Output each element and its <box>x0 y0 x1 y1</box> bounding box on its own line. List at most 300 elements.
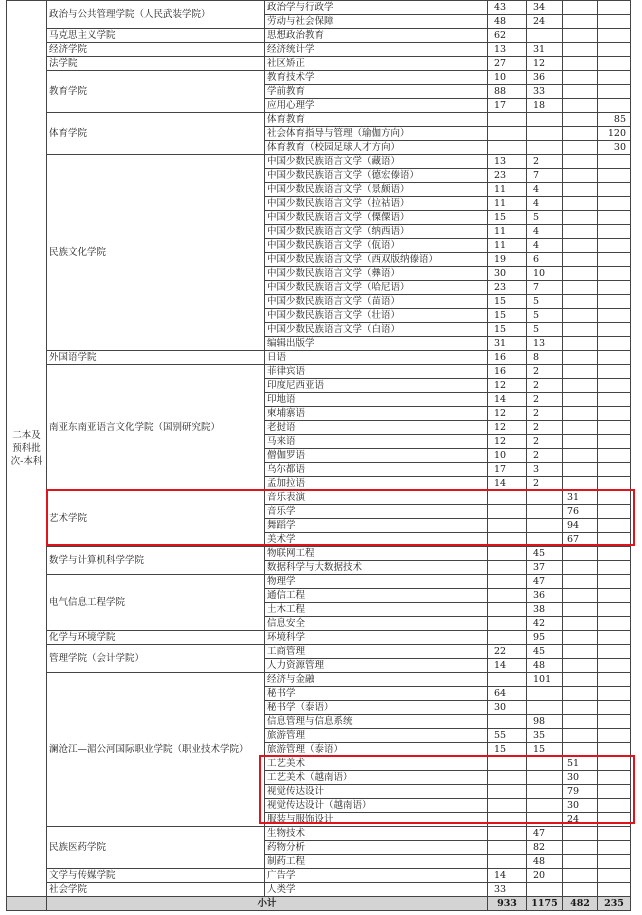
count-cell <box>598 813 631 827</box>
count-cell <box>598 239 631 253</box>
count-cell: 43 <box>488 1 527 15</box>
major-cell: 中国少数民族语言文学（景颇语） <box>265 183 488 197</box>
college-cell: 经济学院 <box>47 43 265 57</box>
count-cell <box>563 15 598 29</box>
table-row <box>7 547 631 561</box>
table-row <box>7 57 631 71</box>
count-cell: 45 <box>527 645 563 659</box>
major-cell: 菲律宾语 <box>265 365 488 379</box>
count-cell: 4 <box>527 183 563 197</box>
college-cell: 艺术学院 <box>47 491 265 547</box>
count-cell <box>598 785 631 799</box>
count-cell <box>488 505 527 519</box>
count-cell: 30 <box>488 267 527 281</box>
count-cell <box>598 575 631 589</box>
count-cell: 76 <box>563 505 598 519</box>
count-cell <box>488 603 527 617</box>
count-cell <box>563 687 598 701</box>
major-cell: 中国少数民族语言文学（西双版纳傣语） <box>265 253 488 267</box>
count-cell: 62 <box>488 29 527 43</box>
college-cell: 澜沧江—湄公河国际职业学院（职业技术学院） <box>47 673 265 827</box>
major-cell: 信息安全 <box>265 617 488 631</box>
major-cell: 经济统计学 <box>265 43 488 57</box>
count-cell: 15 <box>527 743 563 757</box>
count-cell <box>563 85 598 99</box>
count-cell <box>598 477 631 491</box>
count-cell <box>598 211 631 225</box>
total-cell: 235 <box>598 897 631 911</box>
count-cell <box>598 883 631 897</box>
major-cell: 学前教育 <box>265 85 488 99</box>
count-cell: 18 <box>527 99 563 113</box>
count-cell: 12 <box>527 57 563 71</box>
count-cell: 2 <box>527 155 563 169</box>
count-cell <box>598 323 631 337</box>
count-cell: 13 <box>527 337 563 351</box>
count-cell <box>563 281 598 295</box>
count-cell <box>488 491 527 505</box>
count-cell: 5 <box>527 295 563 309</box>
count-cell <box>563 449 598 463</box>
count-cell <box>598 771 631 785</box>
count-cell: 101 <box>527 673 563 687</box>
count-cell <box>598 365 631 379</box>
count-cell <box>598 253 631 267</box>
count-cell <box>598 29 631 43</box>
table-row <box>7 575 631 589</box>
major-cell: 制药工程 <box>265 855 488 869</box>
college-cell: 政治与公共管理学院（人民武装学院） <box>47 1 265 29</box>
total-cell: 482 <box>563 897 598 911</box>
count-cell <box>598 85 631 99</box>
count-cell <box>598 393 631 407</box>
count-cell: 13 <box>488 155 527 169</box>
count-cell <box>488 113 527 127</box>
count-cell <box>563 113 598 127</box>
count-cell: 27 <box>488 57 527 71</box>
count-cell <box>598 659 631 673</box>
table-row <box>7 71 631 85</box>
major-cell: 秘书学 <box>265 687 488 701</box>
count-cell: 47 <box>527 827 563 841</box>
count-cell <box>598 449 631 463</box>
count-cell <box>563 631 598 645</box>
count-cell: 24 <box>527 15 563 29</box>
major-cell: 孟加拉语 <box>265 477 488 491</box>
total-cell: 933 <box>488 897 527 911</box>
count-cell: 33 <box>527 85 563 99</box>
major-cell: 环境科学 <box>265 631 488 645</box>
count-cell <box>563 309 598 323</box>
count-cell <box>563 561 598 575</box>
major-cell: 中国少数民族语言文学（佤语） <box>265 239 488 253</box>
count-cell <box>563 883 598 897</box>
count-cell <box>598 715 631 729</box>
count-cell: 98 <box>527 715 563 729</box>
count-cell <box>527 813 563 827</box>
count-cell <box>598 505 631 519</box>
count-cell <box>598 1 631 15</box>
count-cell: 31 <box>563 491 598 505</box>
count-cell <box>488 617 527 631</box>
major-cell: 中国少数民族语言文学（傈僳语） <box>265 211 488 225</box>
count-cell <box>527 519 563 533</box>
table-row <box>7 29 631 43</box>
major-cell: 工艺美术（越南语） <box>265 771 488 785</box>
count-cell <box>598 281 631 295</box>
count-cell <box>563 379 598 393</box>
count-cell: 14 <box>488 393 527 407</box>
count-cell <box>598 827 631 841</box>
count-cell <box>488 589 527 603</box>
count-cell <box>563 659 598 673</box>
count-cell: 36 <box>527 589 563 603</box>
count-cell <box>598 561 631 575</box>
college-cell: 法学院 <box>47 57 265 71</box>
count-cell <box>488 127 527 141</box>
major-cell: 音乐学 <box>265 505 488 519</box>
count-cell <box>563 57 598 71</box>
count-cell <box>563 393 598 407</box>
count-cell: 23 <box>488 281 527 295</box>
count-cell: 23 <box>488 169 527 183</box>
count-cell: 17 <box>488 463 527 477</box>
count-cell <box>563 365 598 379</box>
table-row <box>7 883 631 897</box>
major-cell: 中国少数民族语言文学（苗语） <box>265 295 488 309</box>
table-row <box>7 351 631 365</box>
count-cell <box>563 673 598 687</box>
count-cell <box>598 799 631 813</box>
count-cell <box>598 519 631 533</box>
count-cell: 10 <box>488 449 527 463</box>
major-cell: 广告学 <box>265 869 488 883</box>
major-cell: 生物技术 <box>265 827 488 841</box>
count-cell <box>527 29 563 43</box>
enrollment-table <box>6 0 631 911</box>
count-cell <box>563 239 598 253</box>
count-cell <box>598 155 631 169</box>
major-cell: 音乐表演 <box>265 491 488 505</box>
count-cell: 67 <box>563 533 598 547</box>
count-cell: 11 <box>488 183 527 197</box>
count-cell: 94 <box>563 519 598 533</box>
count-cell <box>598 645 631 659</box>
count-cell <box>488 799 527 813</box>
major-cell: 中国少数民族语言文学（纳西语） <box>265 225 488 239</box>
count-cell <box>563 29 598 43</box>
count-cell <box>488 827 527 841</box>
count-cell: 5 <box>527 309 563 323</box>
count-cell <box>598 309 631 323</box>
count-cell <box>527 687 563 701</box>
major-cell: 工商管理 <box>265 645 488 659</box>
count-cell: 120 <box>598 127 631 141</box>
count-cell <box>598 617 631 631</box>
college-cell: 管理学院（会计学院） <box>47 645 265 673</box>
total-spacer <box>7 897 47 911</box>
count-cell <box>598 225 631 239</box>
count-cell: 14 <box>488 659 527 673</box>
count-cell: 55 <box>488 729 527 743</box>
major-cell: 经济与金融 <box>265 673 488 687</box>
count-cell <box>598 603 631 617</box>
count-cell <box>527 127 563 141</box>
major-cell: 编辑出版学 <box>265 337 488 351</box>
count-cell: 4 <box>527 239 563 253</box>
count-cell: 14 <box>488 477 527 491</box>
count-cell <box>563 253 598 267</box>
major-cell: 舞蹈学 <box>265 519 488 533</box>
table-row <box>7 491 631 505</box>
count-cell <box>598 841 631 855</box>
count-cell <box>527 701 563 715</box>
count-cell <box>598 869 631 883</box>
count-cell <box>563 547 598 561</box>
count-cell: 33 <box>488 883 527 897</box>
table-row <box>7 1 631 15</box>
major-cell: 秘书学（泰语） <box>265 701 488 715</box>
count-cell: 17 <box>488 99 527 113</box>
major-cell: 中国少数民族语言文学（哈尼语） <box>265 281 488 295</box>
count-cell: 19 <box>488 253 527 267</box>
count-cell <box>527 757 563 771</box>
total-label: 小计 <box>47 897 488 911</box>
count-cell <box>488 785 527 799</box>
count-cell: 15 <box>488 309 527 323</box>
count-cell: 47 <box>527 575 563 589</box>
count-cell <box>488 519 527 533</box>
count-cell <box>488 533 527 547</box>
count-cell: 6 <box>527 253 563 267</box>
count-cell: 30 <box>598 141 631 155</box>
count-cell: 2 <box>527 407 563 421</box>
major-cell: 中国少数民族语言文学（白语） <box>265 323 488 337</box>
count-cell <box>598 729 631 743</box>
count-cell: 2 <box>527 365 563 379</box>
table-row <box>7 631 631 645</box>
count-cell <box>598 71 631 85</box>
table-row <box>7 365 631 379</box>
count-cell: 12 <box>488 379 527 393</box>
count-cell <box>598 855 631 869</box>
count-cell: 35 <box>527 729 563 743</box>
count-cell: 16 <box>488 351 527 365</box>
count-cell <box>563 617 598 631</box>
count-cell <box>563 127 598 141</box>
count-cell <box>527 113 563 127</box>
college-cell: 化学与环境学院 <box>47 631 265 645</box>
count-cell <box>563 99 598 113</box>
count-cell <box>563 575 598 589</box>
count-cell <box>527 533 563 547</box>
count-cell <box>527 491 563 505</box>
count-cell <box>488 561 527 575</box>
major-cell: 信息管理与信息系统 <box>265 715 488 729</box>
count-cell <box>563 477 598 491</box>
major-cell: 马来语 <box>265 435 488 449</box>
count-cell: 16 <box>488 365 527 379</box>
major-cell: 社会体育指导与管理（瑜伽方向） <box>265 127 488 141</box>
enrollment-table-body <box>7 1 631 911</box>
count-cell <box>527 883 563 897</box>
college-cell: 数学与计算机科学学院 <box>47 547 265 575</box>
major-cell: 乌尔都语 <box>265 463 488 477</box>
count-cell <box>598 589 631 603</box>
count-cell: 31 <box>488 337 527 351</box>
college-cell: 文学与传媒学院 <box>47 869 265 883</box>
count-cell <box>563 421 598 435</box>
major-cell: 日语 <box>265 351 488 365</box>
count-cell <box>488 855 527 869</box>
count-cell <box>563 827 598 841</box>
major-cell: 中国少数民族语言文学（拉祜语） <box>265 197 488 211</box>
total-cell: 1175 <box>527 897 563 911</box>
count-cell: 88 <box>488 85 527 99</box>
count-cell: 2 <box>527 379 563 393</box>
count-cell <box>598 743 631 757</box>
count-cell: 15 <box>488 743 527 757</box>
count-cell <box>488 771 527 785</box>
count-cell: 38 <box>527 603 563 617</box>
college-cell: 民族医药学院 <box>47 827 265 869</box>
table-row <box>7 827 631 841</box>
count-cell: 4 <box>527 225 563 239</box>
count-cell: 5 <box>527 323 563 337</box>
count-cell: 11 <box>488 225 527 239</box>
count-cell <box>598 533 631 547</box>
college-cell: 电气信息工程学院 <box>47 575 265 631</box>
count-cell <box>598 197 631 211</box>
major-cell: 中国少数民族语言文学（彝语） <box>265 267 488 281</box>
count-cell <box>598 463 631 477</box>
count-cell: 12 <box>488 435 527 449</box>
major-cell: 美术学 <box>265 533 488 547</box>
major-cell: 思想政治教育 <box>265 29 488 43</box>
count-cell: 15 <box>488 211 527 225</box>
count-cell: 51 <box>563 757 598 771</box>
count-cell: 2 <box>527 435 563 449</box>
count-cell <box>488 757 527 771</box>
table-row <box>7 155 631 169</box>
count-cell <box>598 407 631 421</box>
count-cell: 79 <box>563 785 598 799</box>
major-cell: 视觉传达设计 <box>265 785 488 799</box>
count-cell: 48 <box>527 855 563 869</box>
count-cell <box>598 15 631 29</box>
count-cell: 11 <box>488 197 527 211</box>
count-cell <box>598 547 631 561</box>
count-cell <box>488 715 527 729</box>
count-cell <box>563 841 598 855</box>
batch-cell: 二本及预科批次-本科 <box>7 1 47 897</box>
count-cell <box>563 729 598 743</box>
major-cell: 工艺美术 <box>265 757 488 771</box>
major-cell: 旅游管理（泰语） <box>265 743 488 757</box>
major-cell: 体育教育（校园足球人才方向） <box>265 141 488 155</box>
major-cell: 应用心理学 <box>265 99 488 113</box>
table-row <box>7 113 631 127</box>
count-cell <box>563 295 598 309</box>
count-cell <box>563 407 598 421</box>
count-cell <box>563 323 598 337</box>
count-cell <box>598 435 631 449</box>
count-cell: 30 <box>563 799 598 813</box>
college-cell: 南亚东南亚语言文化学院（国别研究院） <box>47 365 265 491</box>
count-cell <box>563 43 598 57</box>
count-cell: 13 <box>488 43 527 57</box>
count-cell <box>563 701 598 715</box>
count-cell <box>598 701 631 715</box>
major-cell: 中国少数民族语言文学（德宏傣语） <box>265 169 488 183</box>
count-cell: 24 <box>563 813 598 827</box>
count-cell: 22 <box>488 645 527 659</box>
count-cell <box>598 687 631 701</box>
count-cell: 45 <box>527 547 563 561</box>
count-cell <box>598 491 631 505</box>
count-cell <box>563 155 598 169</box>
count-cell: 2 <box>527 449 563 463</box>
count-cell <box>488 547 527 561</box>
count-cell <box>598 673 631 687</box>
count-cell: 30 <box>488 701 527 715</box>
major-cell: 中国少数民族语言文学（藏语） <box>265 155 488 169</box>
major-cell: 劳动与社会保障 <box>265 15 488 29</box>
count-cell <box>598 183 631 197</box>
count-cell <box>563 463 598 477</box>
count-cell <box>598 267 631 281</box>
major-cell: 政治学与行政学 <box>265 1 488 15</box>
count-cell: 2 <box>527 477 563 491</box>
count-cell <box>563 183 598 197</box>
college-cell: 社会学院 <box>47 883 265 897</box>
count-cell: 12 <box>488 421 527 435</box>
count-cell: 7 <box>527 169 563 183</box>
major-cell: 土木工程 <box>265 603 488 617</box>
count-cell <box>563 197 598 211</box>
count-cell <box>563 1 598 15</box>
count-cell: 42 <box>527 617 563 631</box>
count-cell: 48 <box>527 659 563 673</box>
major-cell: 数据科学与大数据技术 <box>265 561 488 575</box>
count-cell <box>488 841 527 855</box>
count-cell <box>488 813 527 827</box>
count-cell <box>563 211 598 225</box>
count-cell <box>563 337 598 351</box>
count-cell <box>563 715 598 729</box>
table-row <box>7 645 631 659</box>
count-cell <box>563 267 598 281</box>
major-cell: 人力资源管理 <box>265 659 488 673</box>
count-cell <box>598 99 631 113</box>
major-cell: 印度尼西亚语 <box>265 379 488 393</box>
count-cell <box>563 589 598 603</box>
count-cell <box>598 757 631 771</box>
count-cell: 10 <box>527 267 563 281</box>
count-cell <box>598 421 631 435</box>
count-cell: 2 <box>527 393 563 407</box>
count-cell: 3 <box>527 463 563 477</box>
count-cell <box>598 169 631 183</box>
major-cell: 印地语 <box>265 393 488 407</box>
total-row <box>7 897 631 911</box>
major-cell: 服装与服饰设计 <box>265 813 488 827</box>
count-cell <box>563 351 598 365</box>
count-cell <box>488 631 527 645</box>
college-cell: 教育学院 <box>47 71 265 113</box>
major-cell: 社区矫正 <box>265 57 488 71</box>
count-cell <box>488 673 527 687</box>
